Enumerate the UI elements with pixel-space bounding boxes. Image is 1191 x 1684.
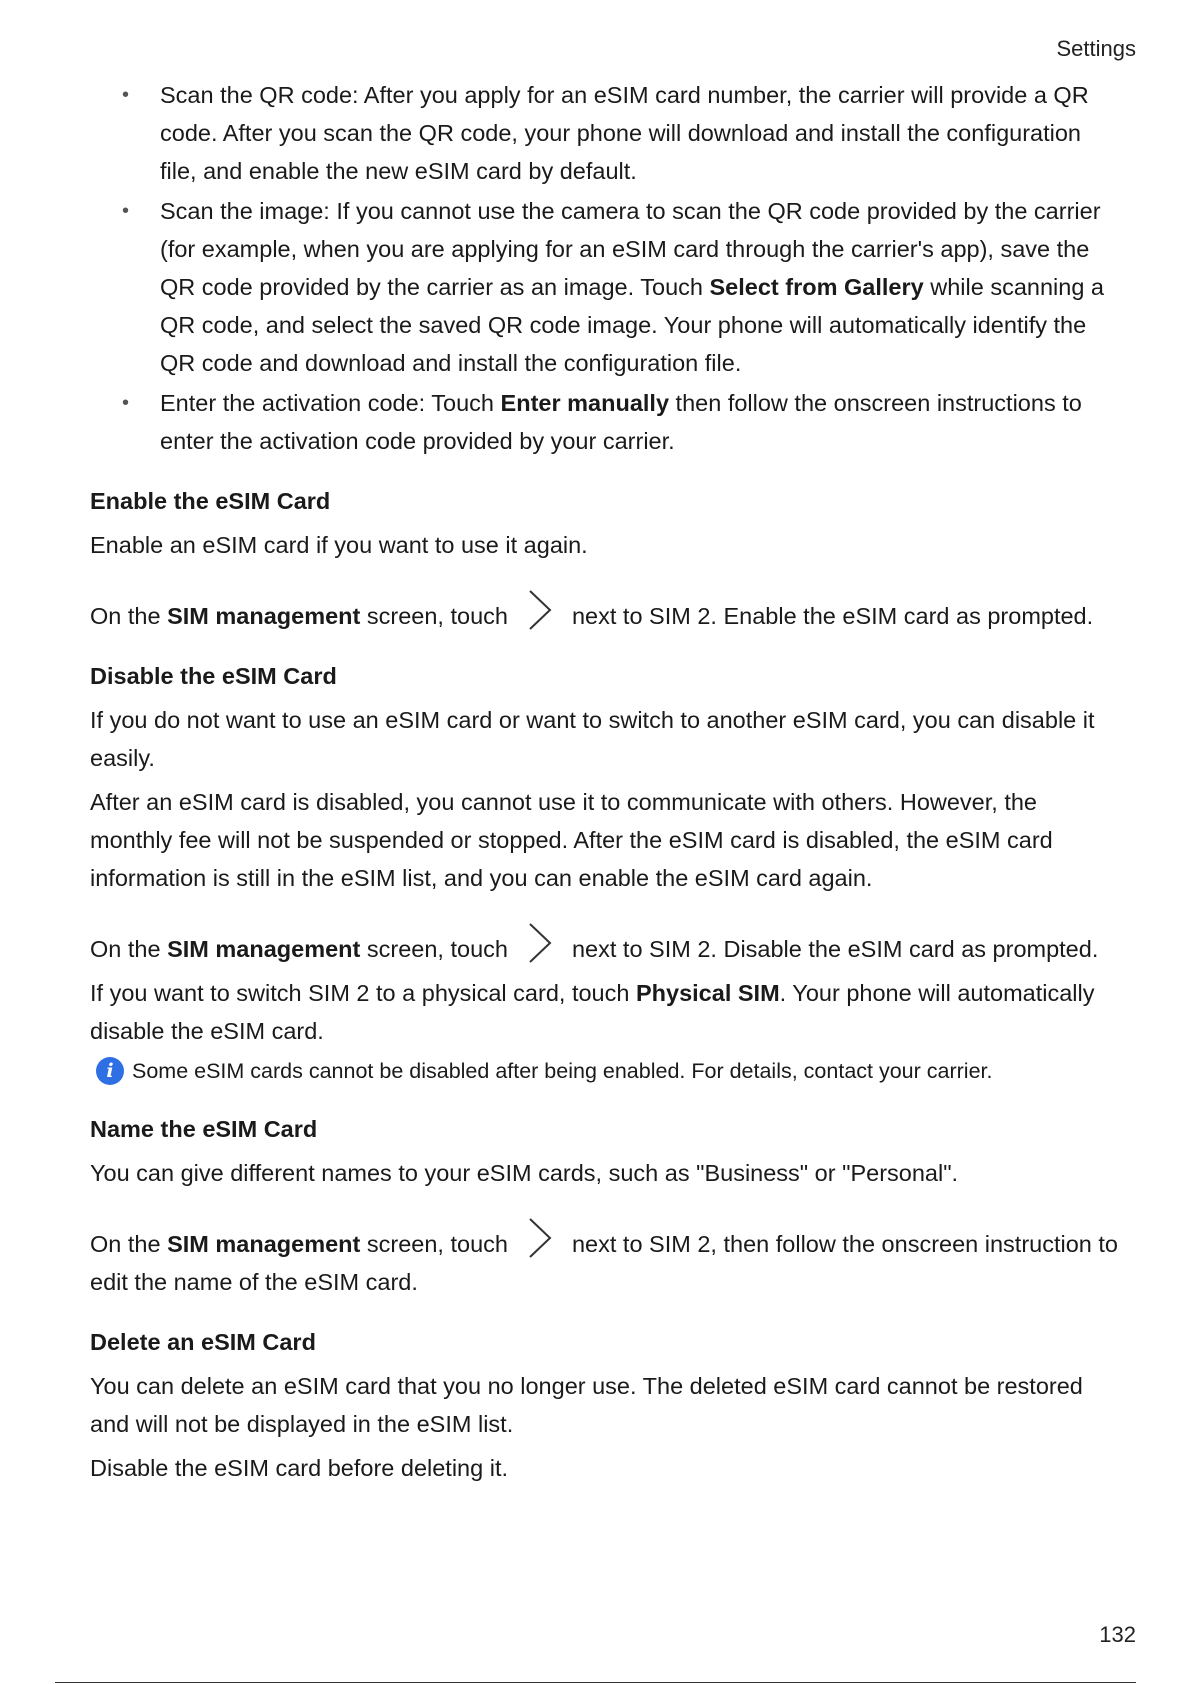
list-item-text: Enter the activation code: Touch <box>160 390 501 416</box>
name-step <box>90 1216 1120 1301</box>
page-header-title: Settings <box>1056 36 1136 61</box>
list-item <box>90 384 1120 460</box>
step-text: screen, touch <box>360 936 508 962</box>
list-item-text: while scanning a QR code, and select the saved QR code image. Your phone will automatically identify the QR code and download and install the configuration file. <box>160 274 1104 376</box>
note-text: Some eSIM cards cannot be disabled after being enabled. For details, contact your carrier. <box>132 1059 993 1083</box>
chevron-right-icon <box>526 588 554 632</box>
section-heading-enable: Enable the eSIM Card <box>90 488 331 514</box>
step-text: . Your phone will automatically disable the eSIM card. <box>90 980 1095 1044</box>
section-heading-delete: Delete an eSIM Card <box>90 1329 316 1355</box>
list-item-text: then follow the onscreen instructions to enter the activation code provided by your carrier. <box>160 390 1082 454</box>
bullet-icon: • <box>122 392 130 414</box>
step-text: screen, touch <box>360 1231 508 1257</box>
physical-sim-label: Physical SIM <box>635 980 780 1006</box>
document-body <box>90 76 1120 1487</box>
enable-step <box>90 588 1120 635</box>
step-text: On the <box>90 1231 168 1257</box>
page-number: 132 <box>1099 1622 1136 1647</box>
disable-step <box>90 921 1120 968</box>
step-text: next to SIM 2. Enable the eSIM card as prompted. <box>571 603 1094 629</box>
enter-manually-label: Enter manually <box>500 390 670 416</box>
bullet-icon: • <box>122 84 130 106</box>
esim-add-methods-list <box>90 76 1120 460</box>
name-intro: You can give different names to your eSIM cards, such as "Business" or "Personal". <box>90 1160 959 1186</box>
sim-management-label: SIM management <box>167 603 361 629</box>
bullet-icon: • <box>122 200 130 222</box>
list-item-text: Scan the QR code: After you apply for an eSIM card number, the carrier will provide a QR code. After you scan the QR code, your phone will download and install the configuration file, and enable the new eSIM card by default. <box>160 82 1089 184</box>
chevron-right-icon <box>526 921 554 965</box>
step-text: next to SIM 2. Disable the eSIM card as prompted. <box>571 936 1099 962</box>
step-text: next to SIM 2, then follow the onscreen instruction to edit the name of the eSIM card. <box>90 1231 1118 1295</box>
chevron-right-icon <box>526 1216 554 1260</box>
section-heading-disable: Disable the eSIM Card <box>90 663 337 689</box>
disable-intro: If you do not want to use an eSIM card or want to switch to another eSIM card, you can disable it easily. <box>90 707 1095 771</box>
list-item <box>90 76 1120 190</box>
step-text: If you want to switch SIM 2 to a physical card, touch <box>90 980 636 1006</box>
switch-physical-sim <box>90 974 1120 1050</box>
section-heading-name: Name the eSIM Card <box>90 1116 318 1142</box>
enable-intro: Enable an eSIM card if you want to use it again. <box>90 532 588 558</box>
step-text: On the <box>90 603 168 629</box>
step-text: screen, touch <box>360 603 508 629</box>
sim-management-label: SIM management <box>167 936 361 962</box>
footer-divider <box>55 1682 1136 1683</box>
disable-details: After an eSIM card is disabled, you cannot use it to communicate with others. However, the monthly fee will not be suspended or stopped. After the eSIM card is disabled, the eSIM card information is still in the eSIM list, and you can enable the eSIM card again. <box>90 789 1053 891</box>
delete-intro: You can delete an eSIM card that you no longer use. The deleted eSIM card cannot be restored and will not be displayed in the eSIM list. <box>90 1373 1083 1437</box>
sim-management-label: SIM management <box>167 1231 361 1257</box>
delete-prerequisite: Disable the eSIM card before deleting it. <box>90 1455 509 1481</box>
list-item <box>90 192 1120 382</box>
info-note <box>90 1054 1120 1088</box>
step-text: On the <box>90 936 168 962</box>
select-from-gallery-label: Select from Gallery <box>709 274 924 300</box>
info-icon: i <box>96 1057 124 1085</box>
list-item-text: Scan the image: If you cannot use the camera to scan the QR code provided by the carrier (for example, when you are applying for an eSIM card through the carrier's app), save the QR code provided by the carrier as an image. Touch <box>160 198 1101 300</box>
